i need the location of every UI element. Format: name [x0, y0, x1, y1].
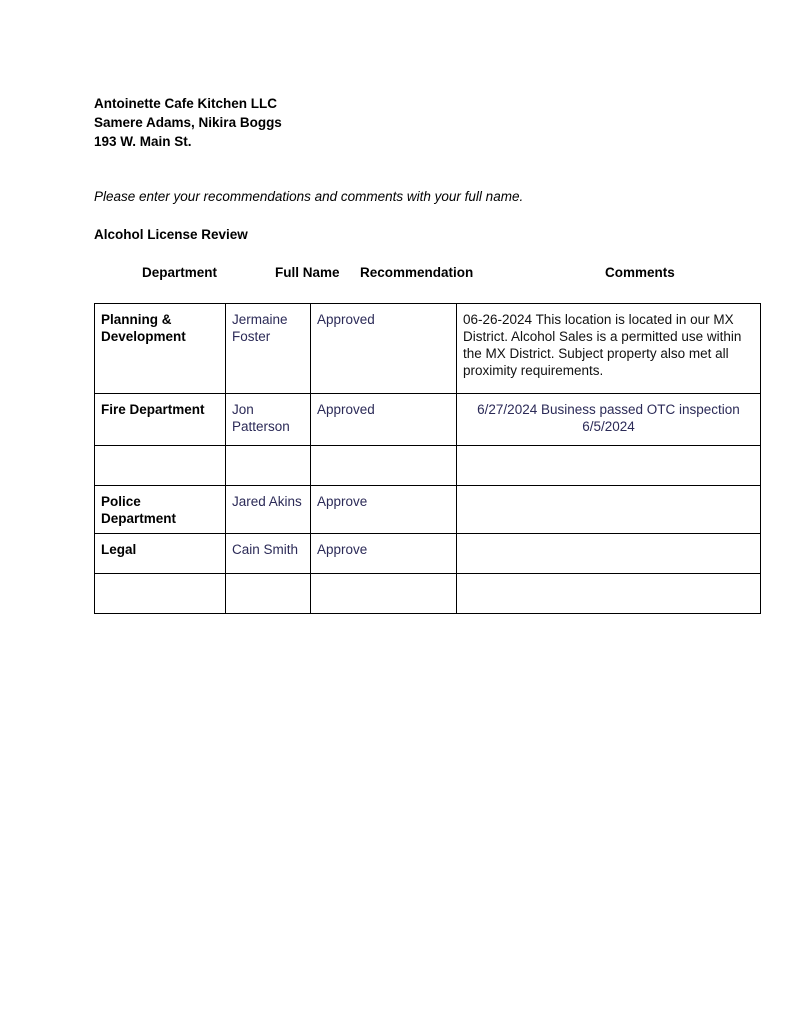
- business-name: Antoinette Cafe Kitchen LLC: [94, 96, 278, 111]
- department-cell: Legal: [95, 534, 226, 574]
- recommendation-cell[interactable]: Approved: [311, 304, 457, 394]
- recommendation-cell[interactable]: Approve: [311, 534, 457, 574]
- applicant-header: [94, 94, 282, 151]
- recommendation-cell[interactable]: [311, 574, 457, 614]
- comments-cell[interactable]: 06-26-2024 This location is located in our MX District. Alcohol Sales is a permitted use within the MX District. Subject property also met all proximity requirements.: [457, 304, 761, 394]
- department-cell: Fire Department: [95, 394, 226, 446]
- column-header-full-name: Full Name: [275, 265, 340, 280]
- table-row: [95, 574, 761, 614]
- full-name-cell[interactable]: [226, 574, 311, 614]
- full-name-cell[interactable]: Cain Smith: [226, 534, 311, 574]
- recommendation-cell[interactable]: [311, 446, 457, 486]
- department-cell: Police Department: [95, 486, 226, 534]
- recommendation-cell[interactable]: Approve: [311, 486, 457, 534]
- comments-cell[interactable]: [457, 446, 761, 486]
- table-row: [95, 446, 761, 486]
- comments-cell[interactable]: [457, 486, 761, 534]
- full-name-cell[interactable]: Jared Akins: [226, 486, 311, 534]
- section-title: Alcohol License Review: [94, 227, 248, 242]
- business-address: 193 W. Main St.: [94, 134, 192, 149]
- comments-cell[interactable]: [457, 574, 761, 614]
- comments-cell[interactable]: 6/27/2024 Business passed OTC inspection 6/5/2024: [457, 394, 761, 446]
- comments-cell[interactable]: [457, 534, 761, 574]
- column-header-comments: Comments: [605, 265, 675, 280]
- column-header-department: Department: [142, 265, 218, 280]
- full-name-cell[interactable]: [226, 446, 311, 486]
- review-table: [94, 303, 761, 614]
- table-row: [95, 394, 761, 446]
- column-header-recommendation: Recommendation: [360, 265, 474, 280]
- table-row: [95, 534, 761, 574]
- department-cell: Planning & Development: [95, 304, 226, 394]
- owner-names: Samere Adams, Nikira Boggs: [94, 115, 282, 130]
- recommendation-cell[interactable]: Approved: [311, 394, 457, 446]
- full-name-cell[interactable]: Jermaine Foster: [226, 304, 311, 394]
- department-cell: [95, 446, 226, 486]
- instructions-text: Please enter your recommendations and comments with your full name.: [94, 189, 524, 204]
- full-name-cell[interactable]: Jon Patterson: [226, 394, 311, 446]
- table-row: [95, 486, 761, 534]
- department-cell: [95, 574, 226, 614]
- table-row: [95, 304, 761, 394]
